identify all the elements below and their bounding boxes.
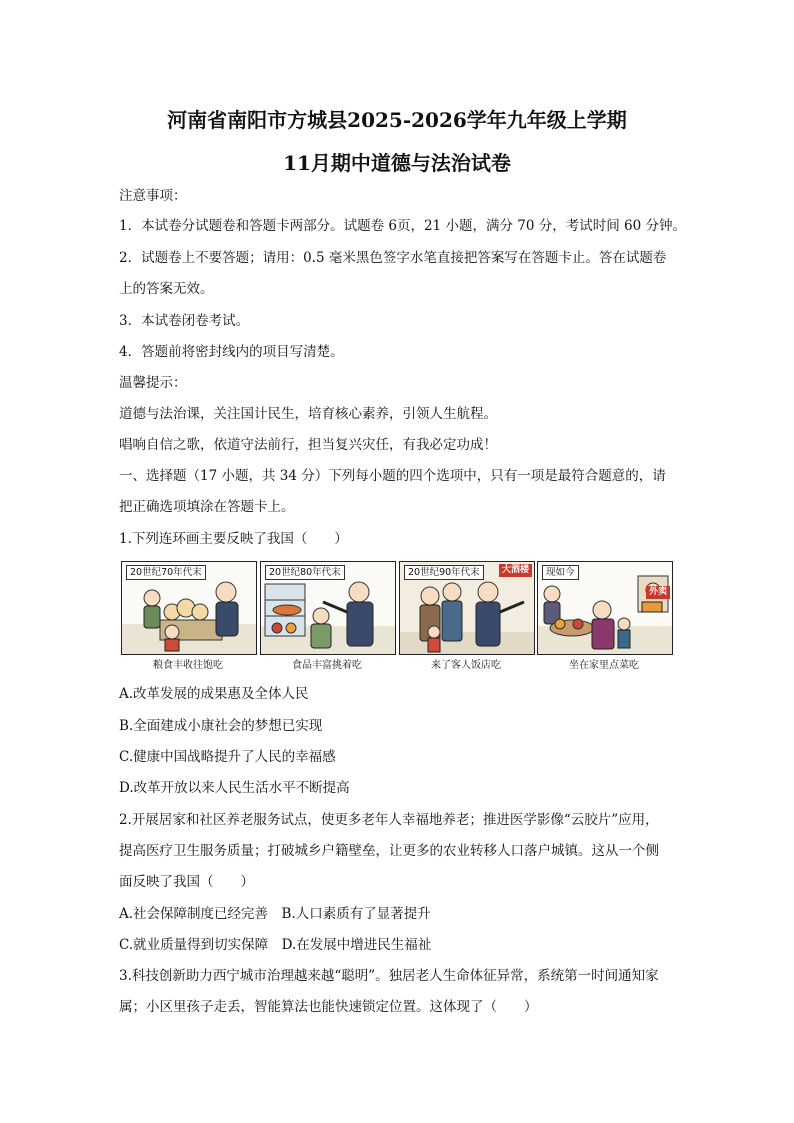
question-2-options-cd: C.就业质量得到切实保障 D.在发展中增进民生福祉 [119, 937, 432, 953]
comic-panel-3-caption: 来了客人饭店吃 [431, 660, 501, 671]
question-2-stem-c: 面反映了我国（ ） [119, 874, 254, 890]
notes-item-2b: 上的答案无效。 [119, 281, 214, 297]
question-1-option-d: D.改革开放以来人民生活水平不断提高 [119, 780, 350, 796]
question-3-stem-b: 属；小区里孩子走丢，智能算法也能快速锁定位置。这体现了（ ） [119, 999, 538, 1015]
notes-item-4: 4．答题前将密封线内的项目写清楚。 [119, 344, 344, 360]
question-1-option-c: C.健康中国战略提升了人民的幸福感 [119, 749, 336, 765]
comic-panel-4 [537, 561, 673, 655]
tips-line-1: 道德与法治课，关注国计民生，培育核心素养，引领人生航程。 [119, 406, 497, 422]
comic-panel-3-tag: 20世纪90年代末 [404, 565, 484, 580]
tips-heading: 温馨提示： [119, 375, 187, 391]
comic-panel-4-tag: 现如今 [542, 565, 579, 580]
comic-panel-2-caption: 食品丰富挑着吃 [292, 660, 362, 671]
section-1-instructions-b: 把正确选项填涂在答题卡上。 [119, 499, 295, 515]
question-1-option-a: A.改革发展的成果惠及全体人民 [119, 686, 309, 702]
question-2-options-ab: A.社会保障制度已经完善 B.人口素质有了显著提升 [119, 906, 431, 922]
notes-item-2a: 2．试题卷上不要答题；请用：0.5 毫米黑色签字水笔直接把答案写在答题卡止。答在试题卷 [119, 250, 667, 266]
comic-panel-1-caption: 粮食丰收往饱吃 [153, 660, 223, 671]
notes-heading: 注意事项： [119, 188, 187, 204]
exam-title-line2: 11月期中道德与法治试卷 [283, 151, 511, 175]
question-1-option-b: B.全面建成小康社会的梦想已实现 [119, 718, 323, 734]
exam-title-line1: 河南省南阳市方城县2025-2026学年九年级上学期 [167, 108, 627, 132]
question-2-stem-a: 2.开展居家和社区养老服务试点，使更多老年人幸福地养老；推进医学影像“云胶片”应用， [119, 812, 659, 828]
comic-panel-1 [121, 561, 257, 655]
comic-panel-2 [260, 561, 396, 655]
comic-strip [121, 561, 673, 673]
delivery-sign: 外卖 [646, 586, 670, 599]
notes-item-3: 3．本试卷闭卷考试。 [119, 313, 250, 329]
comic-panel-3 [399, 561, 535, 655]
restaurant-sign: 大酒楼 [499, 564, 532, 577]
comic-panel-4-caption: 坐在家里点菜吃 [569, 660, 639, 671]
tips-line-2: 唱响自信之歌，依道守法前行，担当复兴灾任，有我必定功成！ [119, 437, 497, 453]
question-1-stem: 1.下列连环画主要反映了我国（ ） [119, 531, 348, 547]
section-1-instructions-a: 一、选择题（17 小题，共 34 分）下列每小题的四个选项中，只有一项是最符合题意的，请 [119, 468, 666, 484]
comic-panel-1-tag: 20世纪70年代末 [126, 565, 206, 580]
comic-panel-2-tag: 20世纪80年代末 [265, 565, 345, 580]
notes-item-1: 1．本试卷分试题卷和答题卡两部分。试题卷 6页，21 小题，满分 70 分，考试时间 60 分钟。 [119, 218, 686, 234]
question-3-stem-a: 3.科技创新助力西宁城市治理越来越“聪明”。独居老人生命体征异常，系统第一时间通知家 [119, 968, 659, 984]
question-2-stem-b: 提高医疗卫生服务质量；打破城乡户籍壁垒，让更多的农业转移人口落户城镇。这从一个侧 [119, 843, 659, 859]
